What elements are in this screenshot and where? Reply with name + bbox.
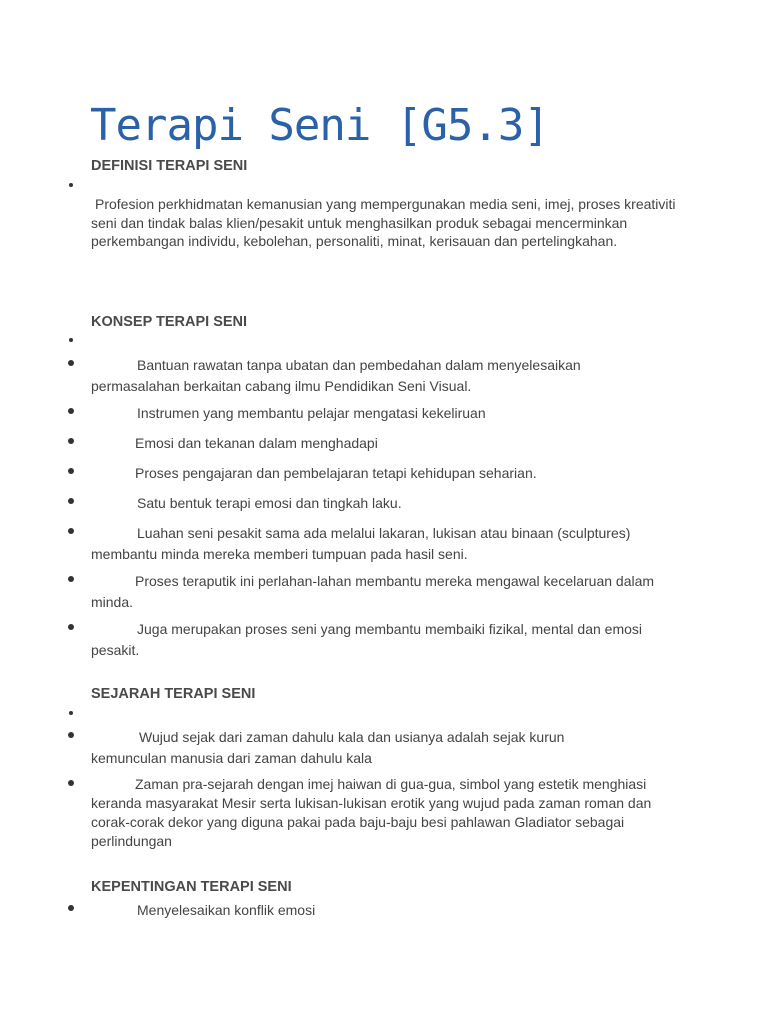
bullet [68, 576, 74, 582]
bullet [69, 338, 73, 342]
konsep-item-4: Proses pengajaran dan pembelajaran tetapi kehidupan seharian. [135, 465, 537, 481]
konsep-item-3: Emosi dan tekanan dalam menghadapi [135, 435, 378, 451]
sejarah-item-1: Wujud sejak dari zaman dahulu kala dan usianya adalah sejak kurun kemunculan manusia dari zaman dahulu kala [91, 729, 565, 766]
heading-sejarah: SEJARAH TERAPI SENI [91, 686, 256, 702]
bullet [68, 528, 74, 534]
bullet [68, 780, 74, 786]
heading-kepentingan: KEPENTINGAN TERAPI SENI [91, 879, 292, 895]
bullet [68, 498, 74, 504]
definisi-text: Profesion perkhidmatan kemanusian yang mempergunakan media seni, imej, proses kreativiti seni dan tindak balas klien/pesakit untuk menghasilkan produk sebagai mencerminkan perkembangan individu, kebolehan, personaliti, minat, kerisauan dan pertelingkahan. [91, 196, 676, 249]
sejarah-item-2: Zaman pra-sejarah dengan imej haiwan di gua-gua, simbol yang estetik menghiasi keranda masyarakat Mesir serta lukisan-lukisan erotik yang wujud pada zaman roman dan corak-corak dekor yang diguna pakai pada baju-baju besi pahlawan Gladiator sebagai perlindungan [91, 776, 652, 849]
bullet [68, 408, 74, 414]
bullet [68, 905, 74, 911]
konsep-item-7: Proses teraputik ini perlahan-lahan membantu mereka mengawal kecelaruan dalam minda. [91, 573, 655, 610]
bullet [68, 438, 74, 444]
bullet [69, 183, 73, 187]
konsep-item-1: Bantuan rawatan tanpa ubatan dan pembedahan dalam menyelesaikan permasalahan berkaitan cabang ilmu Pendidikan Seni Visual. [91, 357, 581, 394]
kepentingan-item-1: Menyelesaikan konflik emosi [137, 902, 316, 918]
page-title: Terapi Seni [G5.3] [90, 100, 549, 151]
heading-definisi: DEFINISI TERAPI SENI [91, 158, 248, 174]
konsep-item-8: Juga merupakan proses seni yang membantu membaiki fizikal, mental dan emosi pesakit. [91, 621, 643, 658]
bullet [68, 732, 74, 738]
bullet [68, 624, 74, 630]
bullet [68, 468, 74, 474]
bullet [69, 711, 73, 715]
konsep-item-2: Instrumen yang membantu pelajar mengatasi kekeliruan [137, 405, 486, 421]
konsep-item-5: Satu bentuk terapi emosi dan tingkah laku. [137, 495, 402, 511]
bullet [68, 360, 74, 366]
heading-konsep: KONSEP TERAPI SENI [91, 314, 248, 330]
konsep-item-6: Luahan seni pesakit sama ada melalui lakaran, lukisan atau binaan (sculptures) membantu minda mereka memberi tumpuan pada hasil seni. [91, 525, 631, 562]
